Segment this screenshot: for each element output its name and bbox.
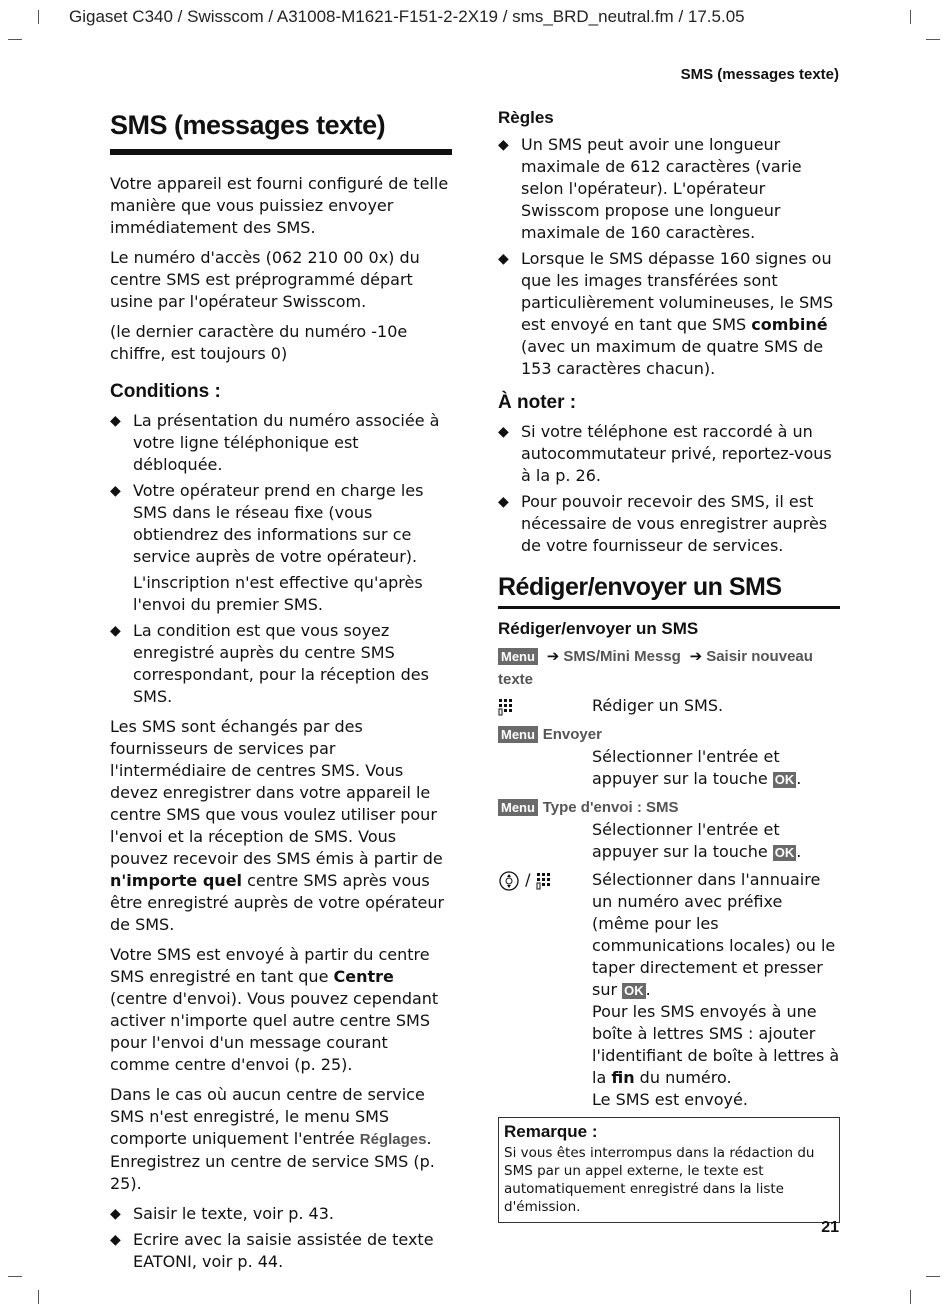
- step-select: Sélectionner l'entrée et appuyer sur la touche OK .: [592, 747, 802, 788]
- menu-type-envoi: Menu Type d'envoi : SMS: [498, 796, 840, 819]
- menu-path: [498, 645, 840, 691]
- arrow-right-icon: ➔: [546, 647, 560, 665]
- intro-paragraph: (le dernier caractère du numéro -10e chiffre, est toujours 0): [110, 322, 408, 363]
- menu-envoyer: Menu Envoyer: [498, 723, 840, 746]
- ok-key[interactable]: OK: [774, 845, 795, 860]
- document-header: Gigaset C340 / Swisscom / A31008-M1621-F151-2-2X19 / sms_BRD_neutral.fm / 17.5.05: [69, 7, 745, 26]
- title-rule: [110, 149, 452, 155]
- list-item: ◆ Un SMS peut avoir une longueur maximale de 612 caractères (varie selon l'opérateur). L'opérateur Swisscom propose une longueur maximale de 160 caractères.: [498, 135, 802, 242]
- crop-mark: [926, 39, 940, 40]
- sub-heading: Rédiger/envoyer un SMS: [498, 619, 699, 638]
- page-title: SMS (messages texte): [110, 110, 386, 140]
- aucun-centre-paragraph: Dans le cas où aucun centre de service SMS n'est enregistré, le menu SMS comporte uniquement l'entrée Réglages. Enregistrez un centre de service SMS (p. 25).: [110, 1085, 435, 1193]
- crop-mark: [926, 1276, 940, 1277]
- list-item: ◆ Saisir le texte, voir p. 43.: [110, 1204, 334, 1223]
- diamond-bullet-icon: ◆: [110, 483, 121, 499]
- diamond-bullet-icon: ◆: [498, 494, 509, 510]
- menu-path-item: SMS/Mini Messg: [563, 648, 681, 665]
- list-item: ◆ La présentation du numéro associée à votre ligne téléphonique est débloquée.: [110, 411, 440, 474]
- list-item: ◆ Lorsque le SMS dépasse 160 signes ou que les images transférées sont particulièrement volumineuses, le SMS est envoyé en tant que SMS combiné (avec un maximum de quatre SMS de 153 caractères chacun).: [498, 249, 834, 378]
- running-head: SMS (messages texte): [680, 66, 839, 83]
- list-item: ◆ Votre opérateur prend en charge les SMS dans le réseau fixe (vous obtiendrez des informations sur ce service auprès de votre opérateur). L'inscription n'est effective qu'après l'envoi du premier SMS.: [110, 480, 452, 616]
- final-list: [110, 1203, 452, 1273]
- crop-mark: [38, 10, 39, 24]
- remarque-heading: Remarque :: [504, 1122, 598, 1141]
- list-item: ◆ Si votre téléphone est raccordé à un autocommutateur privé, reportez-vous à la p. 26.: [498, 422, 832, 485]
- keypad-icon: [536, 872, 551, 890]
- ok-key[interactable]: OK: [774, 772, 795, 787]
- menu-path-item: Saisir nouveau texte: [498, 648, 813, 688]
- left-column: [110, 108, 452, 1281]
- menu-reference: Réglages: [359, 1131, 427, 1148]
- crop-mark: [910, 1290, 911, 1304]
- remarque-box: [498, 1117, 840, 1223]
- conditions-heading: Conditions :: [110, 381, 221, 402]
- diamond-bullet-icon: ◆: [498, 424, 509, 440]
- centres-paragraph: Les SMS sont échangés par des fournisseurs de services par l'intermédiaire de centres SMS. Vous devez enregistrer dans votre appareil le centre SMS que vous voulez utiliser pour l'envoi et la réception de SMS. Vous pouvez recevoir des SMS émis à partir de n'importe quel centre SMS après vous être enregistré auprès de votre opérateur de SMS.: [110, 717, 445, 934]
- diamond-bullet-icon: ◆: [498, 251, 509, 267]
- condition-note: L'inscription n'est effective qu'après l'envoi du premier SMS.: [133, 573, 423, 614]
- step-select: Sélectionner l'entrée et appuyer sur la touche OK .: [592, 820, 802, 861]
- crop-mark: [38, 1290, 39, 1304]
- page-number: 21: [821, 1219, 839, 1236]
- arrow-right-icon: ➔: [689, 647, 703, 665]
- remarque-text: Si vous êtes interrompus dans la rédaction du SMS par un appel externe, le texte est automatiquement enregistré dans la liste d'émission.: [504, 1145, 815, 1215]
- crop-mark: [8, 39, 22, 40]
- step-annuaire: / Sélectionner dans l'annuaire un numéro avec préfixe (même pour les communications locales) ou le taper directement et presser sur OK . Pour les SMS envoyés à une boîte à lettres SMS : ajouter l'identifiant de boîte à lettres à la fin du numéro. Le SMS est envoyé.: [498, 869, 840, 1111]
- menu-key[interactable]: Menu: [498, 648, 538, 665]
- crop-mark: [8, 1276, 22, 1277]
- menu-key[interactable]: Menu: [498, 799, 538, 816]
- diamond-bullet-icon: ◆: [498, 137, 509, 153]
- section-rule: [498, 606, 840, 609]
- section-title: Rédiger/envoyer un SMS: [498, 573, 782, 601]
- conditions-list: [110, 410, 452, 708]
- diamond-bullet-icon: ◆: [110, 1206, 121, 1222]
- regles-list: [498, 134, 840, 380]
- keypad-icon: [498, 695, 513, 717]
- regles-heading: Règles: [498, 108, 554, 127]
- list-item: ◆ Pour pouvoir recevoir des SMS, il est nécessaire de vous enregistrer auprès de votre fournisseur de services.: [498, 492, 828, 555]
- noter-list: [498, 421, 840, 557]
- phonebook-icon: [498, 871, 520, 891]
- intro-paragraph: Votre appareil est fourni configuré de telle manière que vous puissiez envoyer immédiatement des SMS.: [110, 174, 449, 237]
- diamond-bullet-icon: ◆: [110, 413, 121, 429]
- list-item: ◆ Ecrire avec la saisie assistée de texte EATONI, voir p. 44.: [110, 1230, 434, 1271]
- menu-key[interactable]: Menu: [498, 726, 538, 743]
- intro-paragraph: Le numéro d'accès (062 210 00 0x) du centre SMS est préprogrammé départ usine par l'opérateur Swisscom.: [110, 248, 420, 311]
- noter-heading: À noter :: [498, 392, 577, 413]
- diamond-bullet-icon: ◆: [110, 1232, 121, 1248]
- crop-mark: [910, 10, 911, 24]
- ok-key[interactable]: OK: [624, 983, 644, 998]
- list-item: ◆ La condition est que vous soyez enregistré auprès du centre SMS correspondant, pour la réception des SMS.: [110, 621, 429, 706]
- envoi-paragraph: Votre SMS est envoyé à partir du centre SMS enregistré en tant que Centre (centre d'envoi). Vous pouvez cependant activer n'importe quel autre centre SMS pour l'envoi d'un message courant comme centre d'envoi (p. 25).: [110, 945, 439, 1074]
- diamond-bullet-icon: ◆: [110, 623, 121, 639]
- right-column: [498, 108, 840, 1223]
- step-rediger: Rédiger un SMS.: [498, 695, 840, 717]
